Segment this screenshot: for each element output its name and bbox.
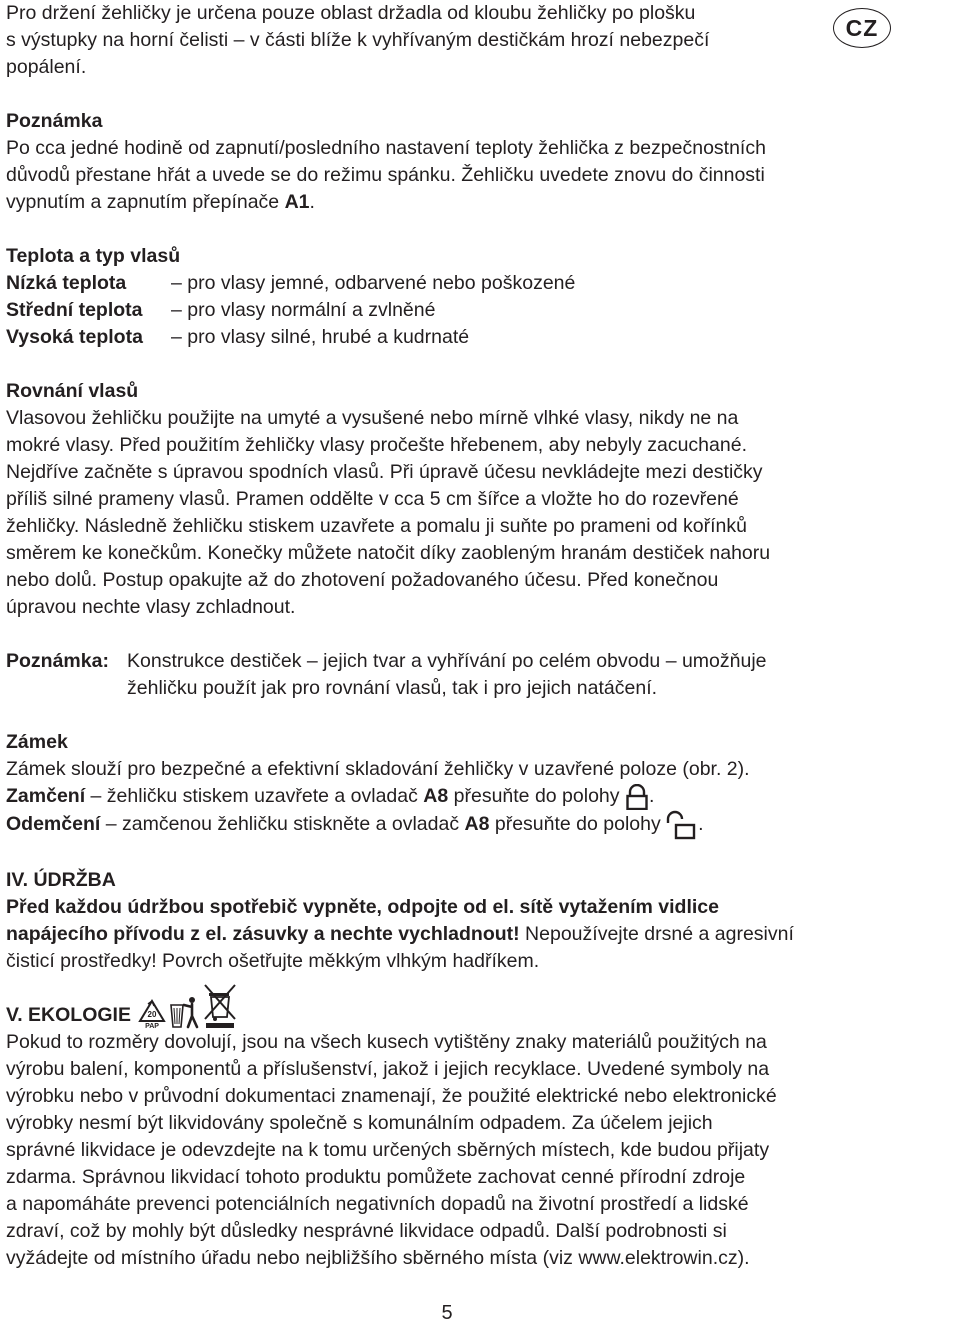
ecology-line: výrobu balení, komponentů a příslušenství, jakož i jejich recyklace. Uvedené symboly na [6, 1058, 770, 1080]
recycle-number: 20 [147, 1010, 157, 1019]
temperature-label: Vysoká teplota [6, 326, 143, 348]
maintenance-warning: napájecího přívodu z el. zásuvky a nechte vychladnout! Nepoužívejte drsné a agresivní [6, 923, 794, 945]
ecology-line: a napomáháte prevenci potenciálních negativních dopadů na životní prostředí a lidské [6, 1193, 749, 1215]
switch-code: A1 [284, 191, 310, 213]
ecology-line: výrobky nesmí být likvidovány společně s komunálním odpadem. Za účelem jejich [6, 1112, 713, 1134]
ecology-line: Pokud to rozměry dovolují, jsou na všech kusech vytištěny znaky materiálů použitých na [6, 1031, 767, 1053]
ecology-icons [137, 981, 237, 1029]
note-heading: Poznámka [6, 110, 103, 132]
temperature-label: Střední teplota [6, 299, 143, 321]
crossed-bin-icon [203, 981, 237, 1029]
temperature-desc: – pro vlasy normální a zvlněné [171, 299, 436, 321]
note-section [6, 108, 906, 216]
note-line: důvodů přestane hřát a uvede se do režimu spánku. Žehličku uvedete znovu do činnosti [6, 164, 765, 186]
intro-line: Pro držení žehličky je určena pouze oblast držadla od kloubu žehličky po plošku [6, 2, 696, 24]
ecology-line: správné likvidace je odevzdejte na k tomu určených sběrných místech, kde budou přijaty [6, 1139, 770, 1161]
straightening-line: směrem ke konečkům. Konečky můžete natočit díky zaobleným hranám destiček nahoru [6, 542, 771, 564]
padlock-unlocked-icon [666, 810, 698, 840]
page-number: 5 [441, 1302, 453, 1324]
document-page [6, 0, 906, 1272]
note-line: vypnutím a zapnutím přepínače A1. [6, 191, 315, 213]
straightening-line: žehličky. Následně žehličku stiskem uzavřete a pomalu ji suňte po prameni od kořínků [6, 515, 747, 537]
temperature-section [6, 243, 906, 351]
lock-heading: Zámek [6, 731, 68, 753]
maintenance-line: čisticí prostředky! Povrch ošetřujte měkkým vlhkým hadříkem. [6, 950, 540, 972]
ecology-heading-row [6, 975, 906, 1029]
temperature-row [6, 324, 906, 351]
straightening-section [6, 378, 906, 621]
note-line: žehličku použít jak pro rovnání vlasů, tak i pro jejich natáčení. [127, 677, 658, 699]
recycle-code: PAP [145, 1023, 159, 1029]
recycle-pap-icon [137, 999, 167, 1029]
maintenance-section [6, 867, 906, 975]
intro-line: popálení. [6, 56, 87, 78]
temperature-desc: – pro vlasy silné, hrubé a kudrnaté [171, 326, 470, 348]
straightening-line: příliš silné prameny vlasů. Pramen oddělte v cca 5 cm šířce a vložte ho do rozevřené [6, 488, 739, 510]
maintenance-heading: IV. ÚDRŽBA [6, 869, 116, 891]
padlock-locked-icon [625, 784, 649, 810]
ecology-line: zdraví, což by mohly být důsledky nesprávné likvidace odpadů. Další podrobnosti si [6, 1220, 727, 1242]
construction-note [6, 648, 906, 702]
ecology-line: vyžádejte od místního úřadu nebo nejbližšího sběrného místa (viz www.elektrowin.cz). [6, 1247, 750, 1269]
ecology-section [6, 975, 906, 1272]
note-line: Konstrukce destiček – jejich tvar a vyhřívání po celém obvodu – umožňuje [127, 650, 767, 672]
lock-section [6, 729, 906, 840]
ecology-line: výrobku nebo v průvodní dokumentaci znamenají, že použité elektrické nebo elektronické [6, 1085, 777, 1107]
note-line: Po cca jedné hodině od zapnutí/posledního nastavení teploty žehlička z bezpečnostních [6, 137, 766, 159]
intro-section [6, 0, 906, 81]
straightening-line: Nejdříve začněte s úpravou spodních vlasů. Při úpravě účesu nevkládejte mezi destičky [6, 461, 763, 483]
lock-line: Zámek slouží pro bezpečné a efektivní skladování žehličky v uzavřené poloze (obr. 2). [6, 758, 750, 780]
straightening-line: úpravou nechte vlasy zchladnout. [6, 596, 296, 618]
temperature-row [6, 270, 906, 297]
unlock-instruction: Odemčení – zamčenou žehličku stiskněte a ovladač A8 přesuňte do polohy . [6, 810, 906, 840]
temperature-heading: Teplota a typ vlasů [6, 245, 181, 267]
temperature-desc: – pro vlasy jemné, odbarvené nebo poškozené [171, 272, 576, 294]
lock-instruction: Zamčení – žehličku stiskem uzavřete a ovladač A8 přesuňte do polohy . [6, 783, 906, 810]
maintenance-warning: Před každou údržbou spotřebič vypněte, odpojte od el. sítě vytažením vidlice [6, 896, 719, 918]
temperature-row [6, 297, 906, 324]
temperature-label: Nízká teplota [6, 272, 127, 294]
ecology-line: zdarma. Správnou likvidací tohoto produktu pomůžete zachovat cenné přírodní zdroje [6, 1166, 746, 1188]
straightening-line: mokré vlasy. Před použitím žehličky vlasy pročešte hřebenem, aby nebyly zacuchané. [6, 434, 747, 456]
language-badge: CZ [833, 8, 891, 48]
ecology-heading: V. EKOLOGIE [6, 1004, 131, 1026]
tidyman-bin-icon [169, 995, 201, 1029]
straightening-line: Vlasovou žehličku použijte na umyté a vysušené nebo mírně vlhké vlasy, nikdy ne na [6, 407, 739, 429]
straightening-line: nebo dolů. Postup opakujte až do zhotovení požadovaného účesu. Před konečnou [6, 569, 719, 591]
intro-line: s výstupky na horní čelisti – v části blíže k vyhřívaným destičkám hrozí nebezpečí [6, 29, 710, 51]
note-label: Poznámka: [6, 650, 109, 672]
straightening-heading: Rovnání vlasů [6, 380, 139, 402]
